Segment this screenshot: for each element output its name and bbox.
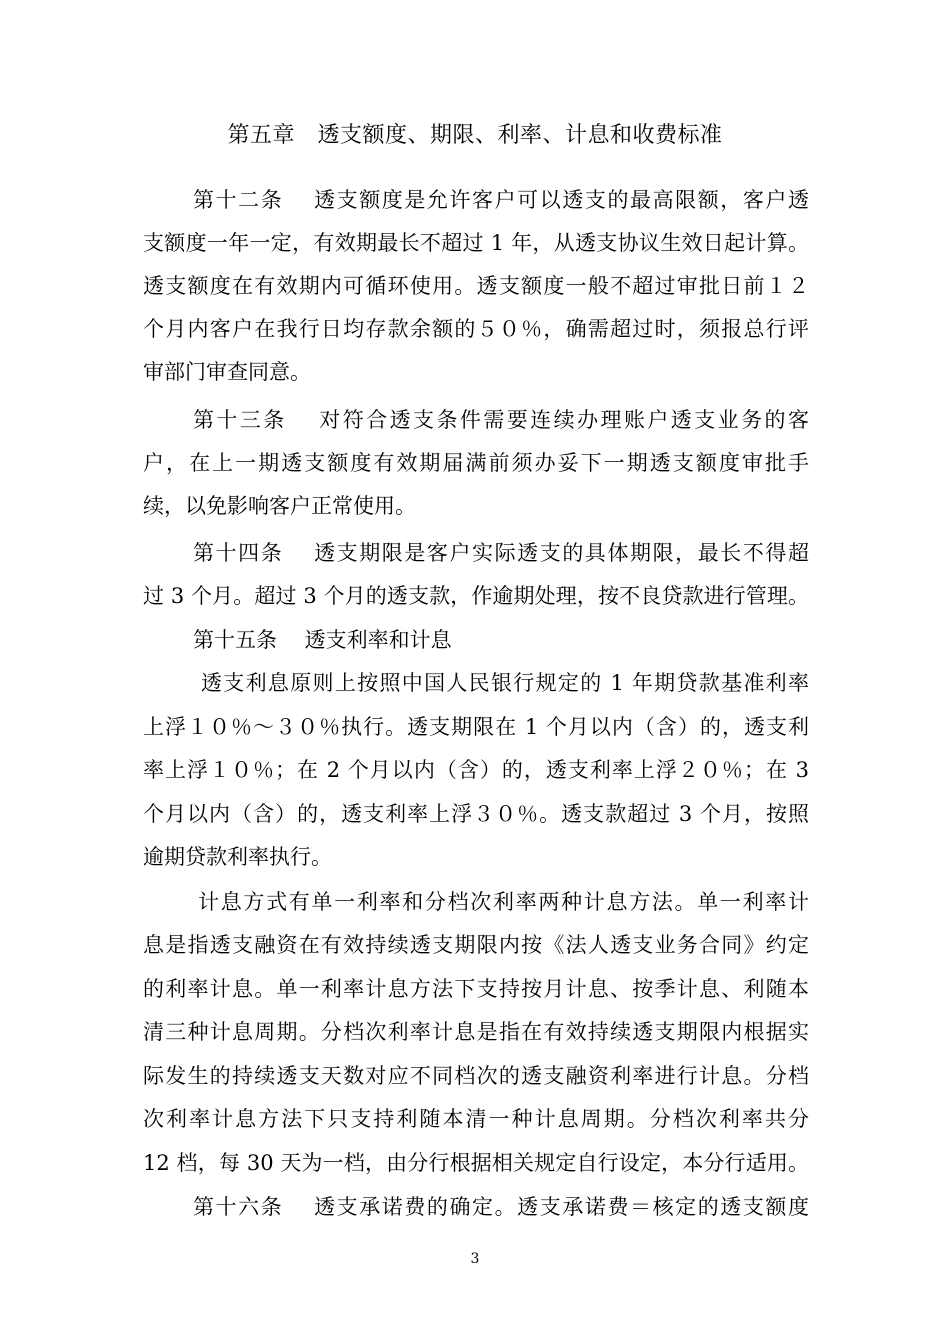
text-line: 次利率计息方法下只支持利随本清一种计息周期。分档次利率共分 bbox=[143, 1107, 809, 1131]
text-line: 上浮１０％～３０％执行。透支期限在 1 个月以内（含）的，透支利 bbox=[143, 715, 809, 739]
text-line: 计息方式有单一利率和分档次利率两种计息方法。单一利率计 bbox=[198, 890, 809, 914]
text-line: 第十五条 透支利率和计息 bbox=[193, 628, 452, 652]
text-line: 第十四条 透支期限是客户实际透支的具体期限，最长不得超 bbox=[193, 541, 809, 565]
text-line: 第十六条 透支承诺费的确定。透支承诺费＝核定的透支额度 bbox=[193, 1195, 809, 1219]
text-line: 逾期贷款利率执行。 bbox=[143, 845, 332, 869]
text-line: 第十二条 透支额度是允许客户可以透支的最高限额，客户透 bbox=[193, 188, 809, 212]
text-line: 息是指透支融资在有效持续透支期限内按《法人透支业务合同》约定 bbox=[143, 933, 809, 957]
text-line: 户，在上一期透支额度有效期届满前须办妥下一期透支额度审批手 bbox=[143, 451, 809, 475]
text-line: 率上浮１０％；在 2 个月以内（含）的，透支利率上浮２０％；在 3 bbox=[143, 758, 809, 782]
text-line: 个月内客户在我行日均存款余额的５０％，确需超过时，须报总行评 bbox=[143, 317, 809, 341]
text-line: 审部门审查同意。 bbox=[143, 360, 311, 384]
text-line: 支额度一年一定，有效期最长不超过 1 年，从透支协议生效日起计算。 bbox=[143, 231, 809, 255]
text-line: 过 3 个月。超过 3 个月的透支款，作逾期处理，按不良贷款进行管理。 bbox=[143, 584, 809, 608]
text-line: 续，以免影响客户正常使用。 bbox=[143, 494, 416, 518]
text-line: 个月以内（含）的，透支利率上浮３０％。透支款超过 3 个月，按照 bbox=[143, 802, 809, 826]
text-line: 透支利息原则上按照中国人民银行规定的 1 年期贷款基准利率 bbox=[201, 671, 809, 695]
text-line: 透支额度在有效期内可循环使用。透支额度一般不超过审批日前１２ bbox=[143, 274, 809, 298]
text-line: 清三种计息周期。分档次利率计息是指在有效持续透支期限内根据实 bbox=[143, 1020, 809, 1044]
chapter-heading: 第五章 透支额度、期限、利率、计息和收费标准 bbox=[227, 123, 723, 148]
text-line: 际发生的持续透支天数对应不同档次的透支融资利率进行计息。分档 bbox=[143, 1064, 809, 1088]
text-line: 的利率计息。单一利率计息方法下支持按月计息、按季计息、利随本 bbox=[143, 977, 809, 1001]
text-line: 第十三条 对符合透支条件需要连续办理账户透支业务的客 bbox=[193, 408, 809, 432]
page-number: 3 bbox=[470, 1251, 480, 1267]
text-line: 12 档，每 30 天为一档，由分行根据相关规定自行设定，本分行适用。 bbox=[143, 1151, 809, 1175]
